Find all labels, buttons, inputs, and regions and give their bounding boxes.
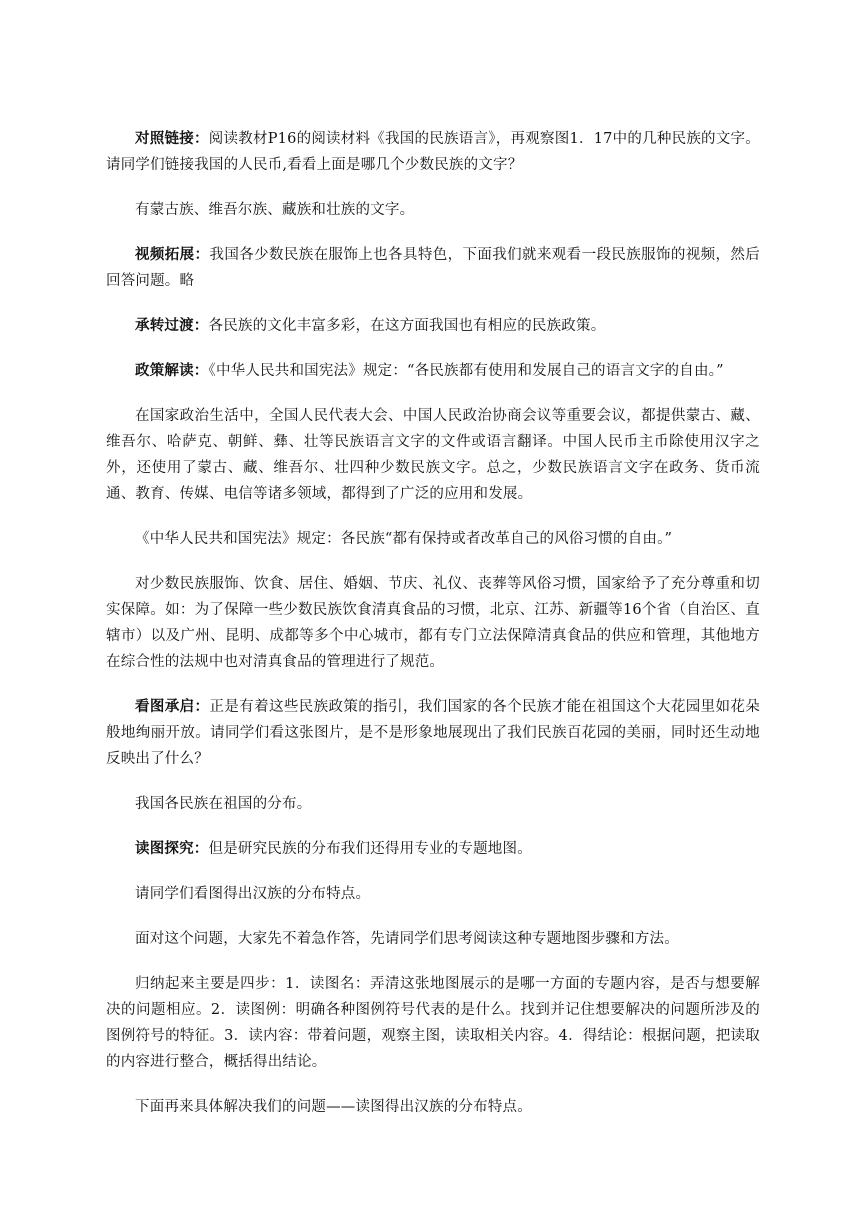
paragraph-closing	[106, 1094, 760, 1120]
paragraph-map-inquiry	[106, 836, 760, 862]
paragraph-text: 下面再来具体解决我们的问题——读图得出汉族的分布特点。	[135, 1099, 532, 1115]
paragraph-label: 对照链接：	[135, 131, 209, 147]
paragraph-text: 归纳起来主要是四步：1．读图名：弄清这张地图展示的是哪一方面的专题内容，是否与想要解决的问题相应。2．读图例：明确各种图例符号代表的是什么。找到并记住想要解决的问题所涉及的图例符号的特征。3．读内容：带着问题，观察主图，读取相关内容。4．得结论：根据问题，把读取的内容进行整合，概括得出结论。	[106, 976, 760, 1070]
paragraph-text: 阅读教材P16的阅读材料《我国的民族语言》，再观察图1．17中的几种民族的文字。请同学们链接我国的人民币,看看上面是哪几个少数民族的文字？	[106, 131, 760, 173]
paragraph-policy-reading	[106, 358, 760, 384]
paragraph-text: 我国各民族在祖国的分布。	[135, 796, 312, 812]
paragraph-customs-protection	[106, 571, 760, 675]
paragraph-text: 各民族的文化丰富多彩，在这方面我国也有相应的民族政策。	[208, 318, 606, 334]
paragraph-text: 我国各少数民族在服饰上也各具特色，下面我们就来观看一段民族服饰的视频，然后回答问题。略	[106, 247, 761, 289]
paragraph-text: 对少数民族服饰、饮食、居住、婚姻、节庆、礼仪、丧葬等风俗习惯，国家给予了充分尊重和切实保障。如：为了保障一些少数民族饮食清真食品的习惯，北京、江苏、新疆等16个省（自治区、直辖市）以及广州、昆明、成都等多个中心城市，都有专门立法保障清真食品的供应和管理，其他地方在综合性的法规中也对清真食品的管理进行了规范。	[106, 576, 760, 670]
paragraph-picture-lead	[106, 694, 760, 772]
paragraph-political-life	[106, 403, 760, 507]
paragraph-label: 视频拓展：	[135, 247, 210, 263]
paragraph-label: 政策解读：	[135, 363, 209, 379]
paragraph-han-question	[106, 881, 760, 907]
paragraph-text: 《中华人民共和国宪法》规定：“各民族都有使用和发展自己的语言文字的自由。”	[208, 363, 724, 379]
paragraph-text: 《中华人民共和国宪法》规定：各民族“都有保持或者改革自己的风俗习惯的自由。”	[135, 531, 673, 547]
paragraph-contrast-link	[106, 126, 760, 178]
paragraph-text: 有蒙古族、维吾尔族、藏族和壮族的文字。	[135, 202, 415, 218]
paragraph-distribution-answer	[106, 791, 760, 817]
paragraph-text: 但是研究民族的分布我们还得用专业的专题地图。	[208, 841, 532, 857]
paragraph-video-extension	[106, 242, 760, 294]
paragraph-text: 正是有着这些民族政策的指引，我们国家的各个民族才能在祖国这个大花园里如花朵般地绚丽开放。请同学们看这张图片，是不是形象地展现出了我们民族百花园的美丽，同时还生动地反映出了什么？	[106, 699, 761, 767]
paragraph-answer-scripts	[106, 197, 760, 223]
paragraph-text: 请同学们看图得出汉族的分布特点。	[135, 886, 371, 902]
paragraph-constitution-customs	[106, 526, 760, 552]
paragraph-transition	[106, 313, 760, 339]
paragraph-text: 在国家政治生活中，全国人民代表大会、中国人民政治协商会议等重要会议，都提供蒙古、藏、维吾尔、哈萨克、朝鲜、彝、壮等民族语言文字的文件或语言翻译。中国人民币主币除使用汉字之外，还使用了蒙古、藏、维吾尔、壮四种少数民族文字。总之，少数民族语言文字在政务、货币流通、教育、传媒、电信等诸多领域，都得到了广泛的应用和发展。	[106, 408, 760, 502]
paragraph-label: 承转过渡：	[135, 318, 209, 334]
paragraph-method-intro	[106, 926, 760, 952]
paragraph-label: 看图承启：	[135, 699, 210, 715]
paragraph-text: 面对这个问题，大家先不着急作答，先请同学们思考阅读这种专题地图步骤和方法。	[135, 931, 679, 947]
paragraph-four-steps	[106, 971, 760, 1075]
paragraph-label: 读图探究：	[135, 841, 209, 857]
